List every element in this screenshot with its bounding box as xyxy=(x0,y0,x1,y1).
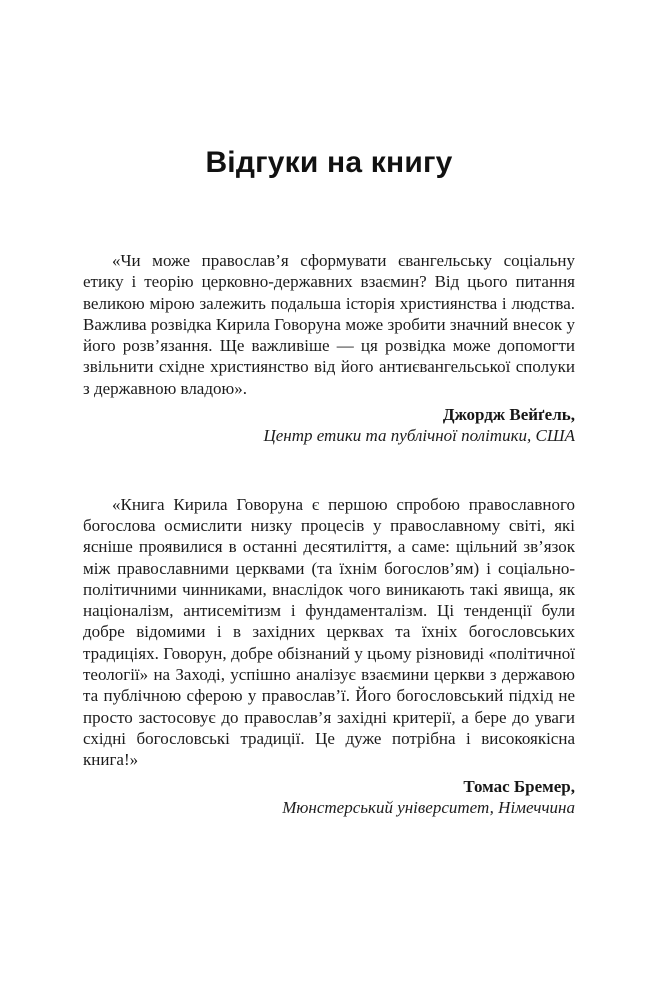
review-author: Джордж Вейґель, xyxy=(442,405,575,425)
review-quote: «Чи може православ’я сформувати євангельську соціальну етику і теорію церковно-державних взаємин? Від цього питання великою мірою залежить подальша історія християнства і людства. Важлива розвідка Кирила Говоруна може зробити значний внесок у його розв’язання. Ще важливіше — ця розвідка може допомогти звільнити східне християнство від його антиєвангельської сполуки з державною владою». xyxy=(83,251,575,398)
review-affiliation: Центр етики та публічної політики, США xyxy=(263,426,575,446)
page-title: Відгуки на книгу xyxy=(205,146,453,179)
review-block-2 xyxy=(83,494,575,818)
review-quote: «Книга Кирила Говоруна є першою спробою православного богослова осмислити низку процесів у православному світі, які ясніше проявилися в останні десятиліття, а саме: щільний зв’язок між православними церквами (та їхнім богослов’ям) і соціально-політичними чинниками, внаслідок чого виникають такі явища, як націоналізм, антисемітизм і фундаменталізм. Ці тенденції були добре відомими і в західних церквах та їхніх богословських традиціях. Говорун, добре обізнаний у цьому різновиді «політичної теології» на Заході, успішно аналізує взаємини церкви з державою та публічною сферою у православ’ї. Його богословський підхід не просто застосовує до православ’я західні критерії, а бере до уваги східні богословські традиції. Це дуже потрібна і високоякісна книга!» xyxy=(83,494,575,770)
review-affiliation: Мюнстерський університет, Німеччина xyxy=(282,797,575,817)
review-author: Томас Бремер, xyxy=(463,776,575,796)
review-attribution xyxy=(83,404,575,447)
review-attribution xyxy=(83,776,575,819)
review-block-1 xyxy=(83,250,575,447)
